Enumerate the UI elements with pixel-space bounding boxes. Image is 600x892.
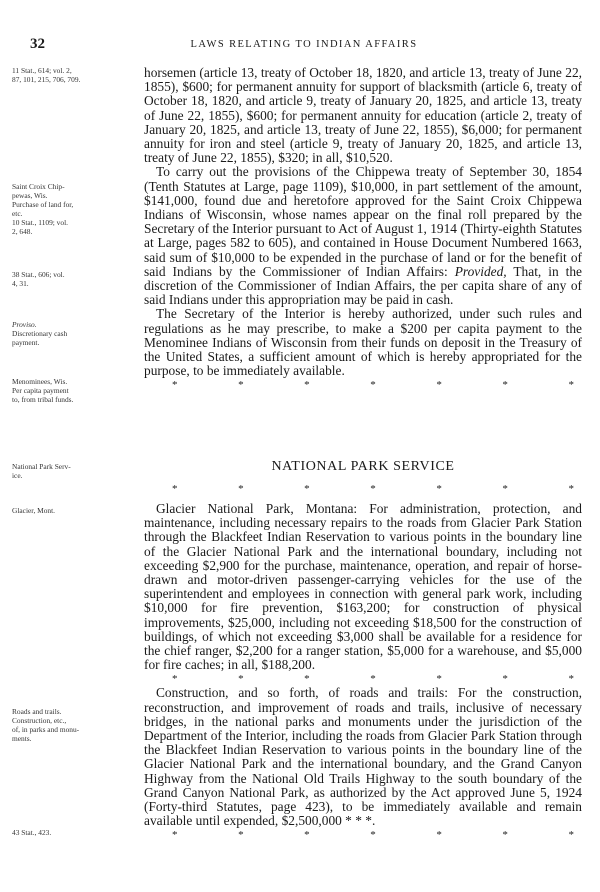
margin-line: Proviso. — [12, 320, 37, 329]
star: * — [436, 379, 442, 392]
margin-line: National Park Serv- — [12, 462, 71, 471]
page-header — [30, 36, 578, 54]
star-separator — [144, 672, 582, 686]
star: * — [568, 673, 574, 686]
proviso-word: Provided, — [454, 263, 507, 279]
margin-line: Per capita payment — [12, 386, 69, 395]
margin-note-43-stat — [12, 828, 124, 837]
margin-line: 2, 648. — [12, 227, 33, 236]
star: * — [436, 829, 442, 842]
star: * — [502, 673, 508, 686]
margin-note-glacier — [12, 506, 124, 515]
margin-line: Roads and trails. — [12, 707, 62, 716]
star: * — [502, 829, 508, 842]
margin-line: 87, 101, 215, 706, 709. — [12, 75, 81, 84]
star: * — [238, 829, 244, 842]
margin-line: 11 Stat., 614; vol. 2, — [12, 66, 72, 75]
margin-line: Glacier, Mont. — [12, 506, 56, 515]
star: * — [568, 483, 574, 495]
star: * — [370, 673, 376, 686]
margin-note-menominees — [12, 377, 124, 404]
star: * — [436, 483, 442, 495]
margin-note-national-park-service — [12, 462, 124, 480]
star: * — [172, 379, 178, 392]
page-number: 32 — [30, 36, 45, 52]
star: * — [238, 379, 244, 392]
margin-line: of, in parks and monu- — [12, 725, 80, 734]
margin-line: Construction, etc., — [12, 716, 67, 725]
star-separator — [144, 378, 582, 392]
star: * — [238, 673, 244, 686]
margin-line: etc. — [12, 209, 23, 218]
star: * — [172, 673, 178, 686]
paragraph-text: To carry out the provisions of the Chippewa treaty of September 30, 1854 (Tenth Statutes at Large, page 1109), $10,000, in part settlement of the amount, $141,000, found due and heretofore approved for the Saint Croix Chippewa Indians of Wisconsin, whose names appear on the final roll prepared by the Secretary of the Interior pursuant to Act of August 1, 1914 (Thirty-eighth Statutes at Large, pages 582 to 605), and contained in House Document Numbered 1663, said sum of $10,000 to be expended in the purchase of land or for the benefit of said Indians by the Commissioner of Indian Affairs: — [144, 164, 582, 279]
star: * — [370, 379, 376, 392]
star: * — [304, 673, 310, 686]
paragraph-glacier: Glacier National Park, Montana: For administration, protection, and maintenance, including necessary repairs to the roads from Glacier Park Station through the Blackfeet Indian Reservation to various points in the boundary line of the Glacier National Park and the international boundary, including not exceeding $2,900 for the purchase, maintenance, operation, and repair of horse-drawn and motor-driven passenger-carrying vehicles for the use of the superintendent and employees in connection with general park work, including $10,000 for fire prevention, $163,200; for construction of physical improvements, $25,000, including not exceeding $18,500 for the construction of buildings, of which not exceeding $3,000 shall be available for a residence for the chief ranger, $2,200 for a ranger station, $5,000 for a warehouse, and $5,000 for fire caches; in all, $188,200. — [144, 501, 582, 673]
margin-line: to, from tribal funds. — [12, 395, 74, 404]
star: * — [304, 829, 310, 842]
star: * — [370, 829, 376, 842]
star-separator — [144, 828, 582, 842]
paragraph-text: That, in the discretion of the Commissioner of Indian Affairs, the per capita share of any of said Indians under this appropriation may be paid in cash. — [144, 263, 582, 308]
section-heading: NATIONAL PARK SERVICE — [271, 459, 455, 474]
margin-note-statutes — [12, 66, 124, 84]
paragraph-roads-trails: Construction, and so forth, of roads and trails: For the construction, reconstruction, and improvement of roads and trails, inclusive of necessary bridges, in the national parks and monuments under the jurisdiction of the Department of the Interior, including the roads from Glacier Park Station through the Blackfeet Indian Reservation to various points in the boundary line of the Glacier National Park and the international boundary, and the Grand Canyon Highway from the National Old Trails Highway to the south boundary of the Grand Canyon National Park, as authorized by the Act approved June 5, 1924 (Forty-third Statutes, page 423), to be immediately available and remain available until expended, $2,500,000 * * *. — [144, 685, 582, 829]
margin-line: Saint Croix Chip- — [12, 182, 65, 191]
star: * — [304, 483, 310, 495]
paragraph-menominee: The Secretary of the Interior is hereby authorized, under such rules and regulations as he may prescribe, to make a $200 per capita payment to the Menominee Indians of Wisconsin from their funds on deposit in the Treasury of the United States, a sufficient amount of which is hereby appropriated for the purpose, to be immediately available. — [144, 306, 582, 379]
margin-line: 43 Stat., 423. — [12, 828, 52, 837]
margin-line: Discretionary cash — [12, 329, 68, 338]
star: * — [502, 379, 508, 392]
margin-line: Purchase of land for, — [12, 200, 74, 209]
text-block-national-park — [144, 482, 582, 842]
star-separator — [144, 482, 582, 496]
margin-line: 38 Stat., 606; vol. — [12, 270, 65, 279]
margin-note-roads-trails — [12, 707, 124, 743]
margin-line: ice. — [12, 471, 23, 480]
margin-line: 4, 31. — [12, 279, 29, 288]
margin-line: ments. — [12, 734, 32, 743]
star: * — [502, 483, 508, 495]
running-title: LAWS RELATING TO INDIAN AFFAIRS — [190, 39, 418, 50]
margin-note-38-stat — [12, 270, 124, 288]
text-block-indian-affairs — [144, 66, 582, 392]
paragraph-annuities: horsemen (article 13, treaty of October 18, 1820, and article 13, treaty of June 22, 1855), $600; for permanent annuity for support of blacksmith (article 6, treaty of October 18, 1820, and article 9, treaty of January 20, 1825, and article 13, treaty of June 22, 1855), $600; for permanent annuity for education (article 2, treaty of January 20, 1825, and article 13, treaty of June 22, 1855), $6,000; for permanent annuity for iron and steel (article 9, treaty of January 20, 1825, and article 13, treaty of June 22, 1855), $320; in all, $10,520. — [144, 65, 582, 166]
star: * — [370, 483, 376, 495]
star: * — [172, 483, 178, 495]
margin-note-proviso — [12, 320, 124, 347]
margin-line: Menominees, Wis. — [12, 377, 68, 386]
margin-note-saint-croix — [12, 182, 124, 236]
margin-line: pewas, Wis. — [12, 191, 48, 200]
star: * — [568, 379, 574, 392]
margin-line: 10 Stat., 1109; vol. — [12, 218, 68, 227]
star: * — [436, 673, 442, 686]
paragraph-saint-croix — [144, 165, 582, 307]
star: * — [568, 829, 574, 842]
star: * — [172, 829, 178, 842]
star: * — [304, 379, 310, 392]
star: * — [238, 483, 244, 495]
margin-line: payment. — [12, 338, 40, 347]
